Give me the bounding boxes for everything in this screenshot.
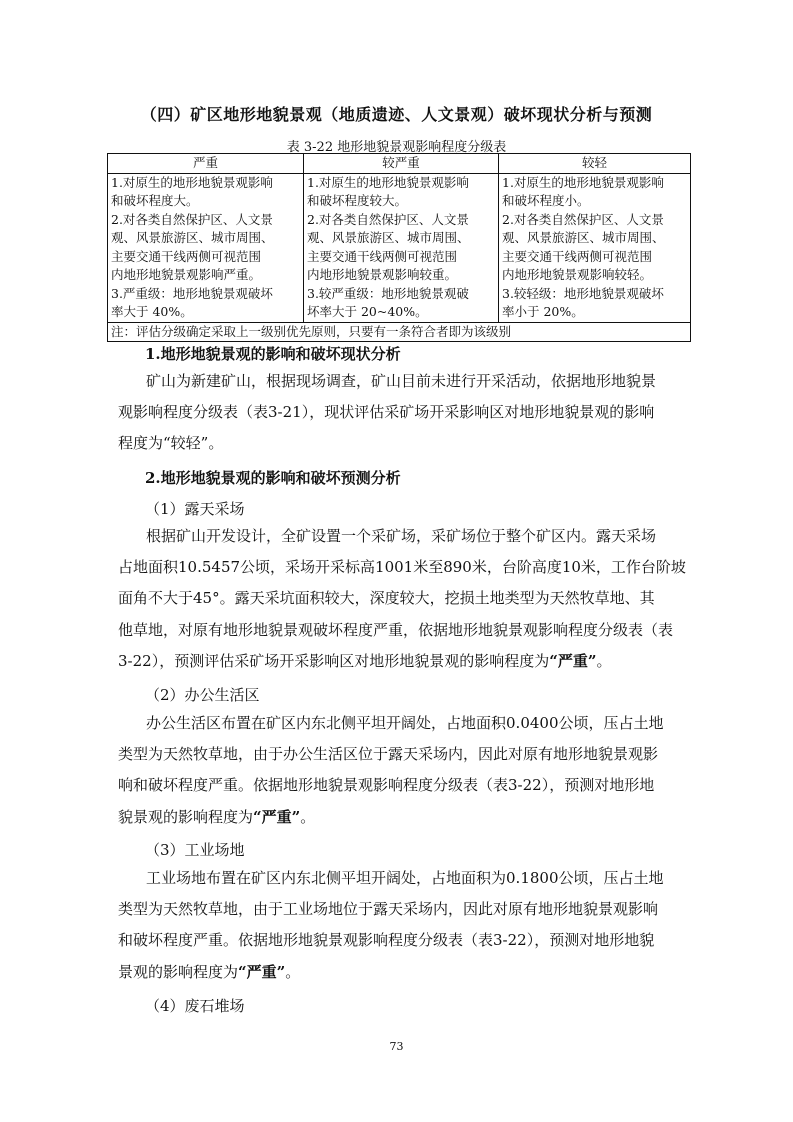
paragraph-line: 程度为“较轻”。 xyxy=(118,434,224,453)
table-note: 注：评估分级确定采取上一级别优先原则，只要有一条符合者即为该级别 xyxy=(108,322,691,342)
cell-line: 和破坏程度小。 xyxy=(502,193,590,208)
paragraph-line: 根据矿山开发设计，全矿设置一个采矿场，采矿场位于整个矿区内。露天采场 xyxy=(146,527,657,545)
cell-line: 1.对原生的地形地貌景观影响 xyxy=(502,174,664,190)
cell-line: 观、风景旅游区、城市周围、 xyxy=(111,230,274,245)
cell-line: 观、风景旅游区、城市周围、 xyxy=(502,230,665,245)
cell-line: 率大于 40%。 xyxy=(111,304,193,319)
page-number: 73 xyxy=(389,1040,404,1053)
text-run: 。 xyxy=(300,807,316,826)
cell-line: 3.严重级：地形地貌景观破坏 xyxy=(111,285,273,301)
cell-line: 内地形地貌景观影响较轻。 xyxy=(502,267,653,282)
header-light: 较轻 xyxy=(499,154,691,174)
cell-line: 坏率大于 20~40%。 xyxy=(307,304,428,319)
grade-table xyxy=(107,153,691,342)
cell-line: 3.较轻级：地形地貌景观破坏 xyxy=(502,285,664,301)
cell-severe xyxy=(108,173,304,322)
paragraph-line: 类型为天然牧草地，由于工业场地位于露天采场内，因此对原有地形地貌景观影响 xyxy=(118,900,659,919)
cell-line: 和破坏程度较大。 xyxy=(307,193,408,208)
paragraph-line: 类型为天然牧草地，由于办公生活区位于露天采场内，因此对原有地形地貌景观影 xyxy=(118,745,659,764)
emphasis-severe: “严重” xyxy=(253,807,301,826)
paragraph-line: 办公生活区布置在矿区内东北侧平坦开阔处，占地面积0.0400公顷，压占土地 xyxy=(146,714,664,732)
emphasis-severe: “严重” xyxy=(549,651,597,670)
text-run: 3-22），预测评估采矿场开采影响区对地形地貌景观的影响程度为 xyxy=(118,651,550,670)
cell-line: 率小于 20%。 xyxy=(502,304,584,319)
paragraph-line: 工业场地布置在矿区内东北侧平坦开阔处，占地面积为0.1800公顷，压占土地 xyxy=(146,869,664,887)
subheading-industrial-site: （3）工业场地 xyxy=(145,841,245,859)
paragraph-line xyxy=(118,957,688,988)
text-run: 貌景观的影响程度为 xyxy=(118,807,254,826)
subheading-open-pit: （1）露天采场 xyxy=(145,500,245,518)
cell-line: 3.较严重级：地形地貌景观破 xyxy=(307,285,469,301)
cell-line: 内地形地貌景观影响严重。 xyxy=(111,267,262,282)
cell-line: 主要交通干线两侧可视范围 xyxy=(111,248,262,264)
cell-line: 观、风景旅游区、城市周围、 xyxy=(307,230,470,245)
paragraph-line: 他草地，对原有地形地貌景观破坏程度严重，依据地形地貌景观影响程度分级表（表 xyxy=(118,620,674,639)
subheading-waste-rock: （4）废石堆场 xyxy=(145,997,245,1015)
paragraph-line: 面角不大于45°。露天采坑面积较大，深度较大，挖损土地类型为天然牧草地、其 xyxy=(118,589,655,608)
heading-current-analysis: 1.地形地貌景观的影响和破坏现状分析 xyxy=(145,345,401,363)
text-run: 。 xyxy=(596,651,612,670)
paragraph-line: 占地面积10.5457公顷，采场开采标高1001米至890米，台阶高度10米，工作台阶坡 xyxy=(118,558,686,577)
cell-line: 2.对各类自然保护区、人文景 xyxy=(502,211,664,227)
emphasis-severe: “严重” xyxy=(238,962,286,981)
paragraph-current xyxy=(118,366,688,460)
cell-line: 1.对原生的地形地貌景观影响 xyxy=(111,174,273,190)
table-row xyxy=(108,173,691,322)
header-moderate: 较严重 xyxy=(304,154,499,174)
cell-line: 1.对原生的地形地貌景观影响 xyxy=(307,174,469,190)
text-run: 景观的影响程度为 xyxy=(118,962,239,981)
cell-line: 2.对各类自然保护区、人文景 xyxy=(307,211,469,227)
cell-line: 内地形地貌景观影响较重。 xyxy=(307,267,458,282)
cell-line: 和破坏程度大。 xyxy=(111,193,199,208)
cell-line: 2.对各类自然保护区、人文景 xyxy=(111,211,273,227)
paragraph-line xyxy=(118,646,688,677)
text-run: 。 xyxy=(285,962,301,981)
cell-light xyxy=(499,173,691,322)
paragraph-line: 响和破坏程度严重。依据地形地貌景观影响程度分级表（表3-22），预测对地形地 xyxy=(118,776,655,795)
paragraph-industrial-site xyxy=(118,863,688,988)
cell-line: 主要交通干线两侧可视范围 xyxy=(307,248,458,264)
header-severe: 严重 xyxy=(108,154,304,174)
paragraph-line: 矿山为新建矿山，根据现场调查，矿山目前未进行开采活动，依据地形地貌景 xyxy=(146,372,657,390)
subheading-office-area: （2）办公生活区 xyxy=(145,686,260,704)
table-caption: 表 3-22 地形地貌景观影响程度分级表 xyxy=(286,140,507,155)
cell-line: 主要交通干线两侧可视范围 xyxy=(502,248,653,264)
heading-forecast-analysis: 2.地形地貌景观的影响和破坏预测分析 xyxy=(145,469,401,487)
section-title: （四）矿区地形地貌景观（地质遗迹、人文景观）破坏现状分析与预测 xyxy=(140,105,653,124)
paragraph-line: 观影响程度分级表（表3-21），现状评估采矿场开采影响区对地形地貌景观的影响 xyxy=(118,403,655,422)
paragraph-office-area xyxy=(118,708,688,833)
table-note-row xyxy=(108,322,691,342)
paragraph-open-pit xyxy=(118,521,688,677)
paragraph-line xyxy=(118,802,688,833)
paragraph-line: 和破坏程度严重。依据地形地貌景观影响程度分级表（表3-22），预测对地形地貌 xyxy=(118,931,655,950)
cell-moderate xyxy=(304,173,499,322)
table-header-row xyxy=(108,154,691,174)
